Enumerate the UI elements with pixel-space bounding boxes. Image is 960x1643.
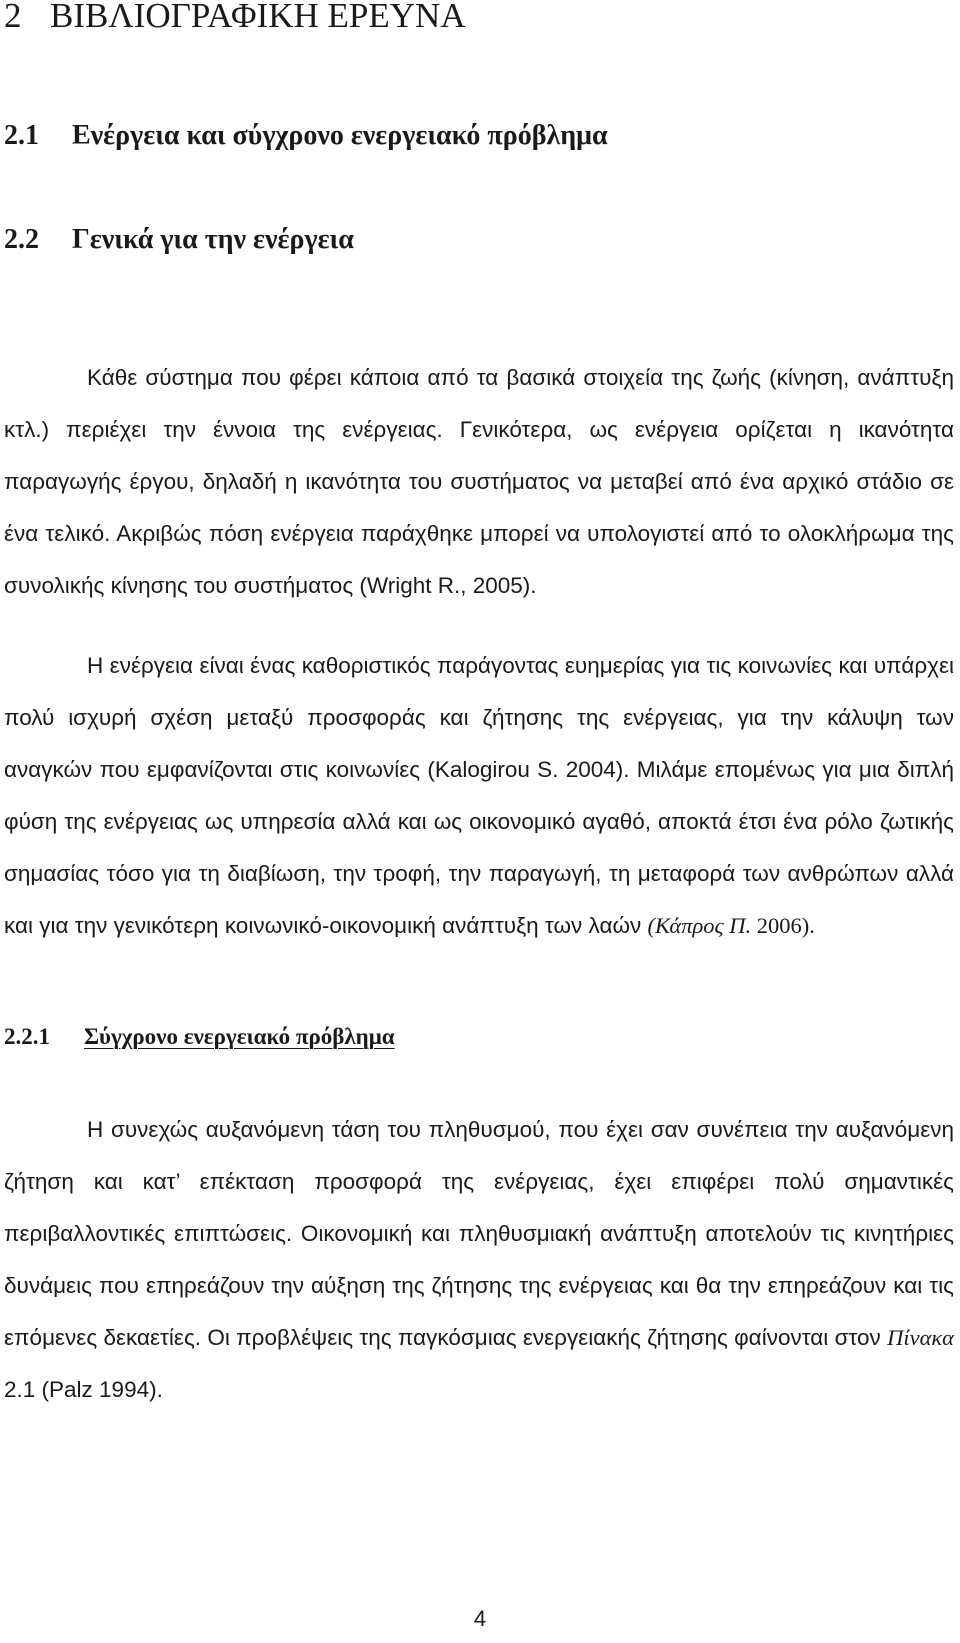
paragraph-text: Η ενέργεια είναι ένας καθοριστικός παράγοντας ευημερίας για τις κοινωνίες και υπάρχει πολύ ισχυρή σχέση μεταξύ προσφοράς και ζήτησης της ενέργειας, για την κάλυψη των αναγκών που εμφανίζονται στις κοινωνίες (Kalogirou S. 2004). Μιλάμε επομένως για μια διπλή φύση της ενέργειας ως υπηρεσία αλλά και ως οικονομικό αγαθό, αποκτά έτσι ένα ρόλο ζωτικής σημασίας τόσο για τη διαβίωση, την τροφή, την παραγωγή, τη μεταφορά των ανθρώπων αλλά και για την γενικότερη κοινωνικό-οικονομική ανάπτυξη των λαών: [4, 653, 954, 938]
section-number: 2.1: [4, 120, 39, 151]
page-number: 4: [473, 1606, 487, 1631]
section-title: Ενέργεια και σύγχρονο ενεργειακό πρόβλημα: [72, 120, 608, 151]
table-reference-tail: 2.1 (Palz 1994).: [4, 1377, 163, 1402]
paragraph-energy-definition: Κάθε σύστημα που φέρει κάποια από τα βασικά στοιχεία της ζωής (κίνηση, ανάπτυξη κτλ.) περιέχει την έννοια της ενέργειας. Γενικότερα, ως ενέργεια ορίζεται η ικανότητα παραγωγής έργου, δηλαδή η ικανότητα του συστήματος να μεταβεί από ένα αρχικό στάδιο σε ένα τελικό. Ακριβώς πόση ενέργεια παράχθηκε μπορεί να υπολογιστεί από το ολοκλήρωμα της συνολικής κίνησης του συστήματος (Wright R., 2005).: [4, 365, 954, 598]
citation-year: 2006).: [751, 913, 815, 938]
section-number: 2.2: [4, 224, 39, 255]
table-reference-italic: Πίνακα: [887, 1325, 954, 1350]
section-title: Γενικά για την ενέργεια: [72, 224, 354, 255]
paragraph-energy-problem: [4, 1104, 954, 1416]
chapter-heading: [4, 0, 466, 38]
paragraph-text: Η συνεχώς αυξανόμενη τάση του πληθυσμού, που έχει σαν συνέπεια την αυξανόμενη ζήτηση και κατ’ επέκταση προσφορά της ενέργειας, έχει επιφέρει πολύ σημαντικές περιβαλλοντικές επιπτώσεις. Οικονομική και πληθυσμιακή ανάπτυξη αποτελούν τις κινητήριες δυνάμεις που επηρεάζουν την αύξηση της ζήτησης της ενέργειας και θα την επηρεάζουν και τις επόμενες δεκαετίες. Οι προβλέψεις της παγκόσμιας ενεργειακής ζήτησης φαίνονται στον: [4, 1117, 954, 1350]
subsection-number: 2.2.1: [4, 1024, 50, 1049]
subsection-heading-2-2-1: [4, 1022, 395, 1052]
citation-italic: (Κάπρος Π.: [647, 913, 752, 938]
section-heading-2-1: [4, 118, 608, 154]
section-heading-2-2: [4, 222, 354, 258]
chapter-title: ΒΙΒΛΙΟΓΡΑΦΙΚΗ ΕΡΕΥΝΑ: [50, 0, 466, 35]
chapter-number: 2: [4, 0, 22, 35]
subsection-title: Σύγχρονο ενεργειακό πρόβλημα: [84, 1024, 395, 1049]
paragraph-energy-society: [4, 640, 954, 952]
